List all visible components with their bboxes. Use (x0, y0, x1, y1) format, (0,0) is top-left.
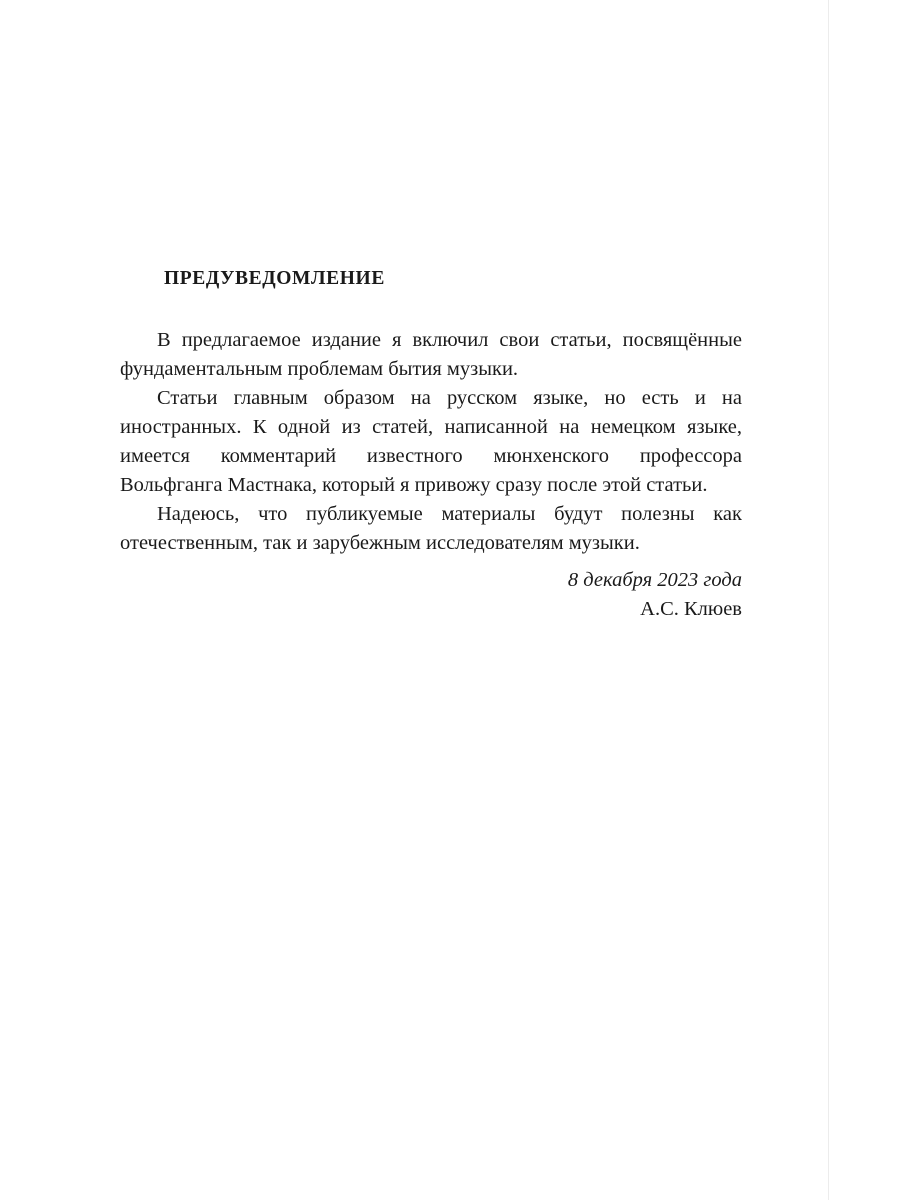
paragraph-2: Статьи главным образом на русском языке, но есть и на иностранных. К одной из статей, написанной на немецком языке, имеется комментарий известного мюнхенского профессора Вольфганга Мастнака, который я привожу сразу после этой статьи. (120, 387, 742, 496)
paragraph-1: В предлагаемое издание я включил свои статьи, посвящённые фундаментальным проблемам бытия музыки. (120, 329, 742, 380)
paragraph-3: Надеюсь, что публикуемые материалы будут полезны как отечественным, так и зарубежным исследователям музыки. (120, 503, 742, 554)
page-edge-divider (828, 0, 829, 1200)
page-title: ПРЕДУВЕДОМЛЕНИЕ (164, 268, 385, 289)
body-text (120, 326, 742, 558)
signature-block (568, 566, 742, 624)
signature-date: 8 декабря 2023 года (567, 569, 742, 591)
signature-author: А.С. Клюев (640, 598, 742, 620)
